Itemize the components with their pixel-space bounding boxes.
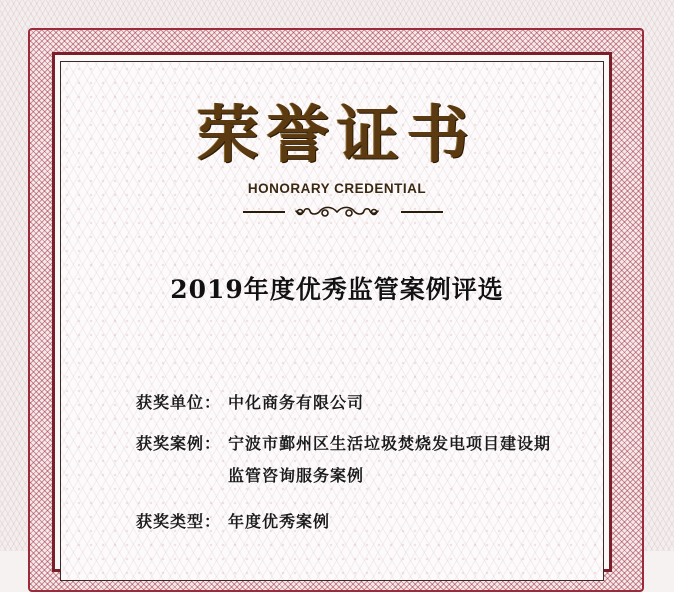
field-award-unit bbox=[136, 390, 364, 413]
field-label: 获奖单位： bbox=[136, 393, 222, 412]
field-label: 获奖案例： bbox=[136, 434, 222, 453]
divider-rule-left bbox=[243, 211, 285, 213]
field-value: 中化商务有限公司 bbox=[228, 393, 365, 412]
field-value-continued: 监管咨询服务案例 bbox=[228, 466, 365, 485]
certificate-title: 荣誉证书 bbox=[196, 98, 477, 171]
field-award-case-continued bbox=[228, 463, 364, 486]
title-divider bbox=[0, 204, 674, 220]
field-award-type bbox=[136, 509, 330, 532]
certificate-subtitle-en: HONORARY CREDENTIAL bbox=[247, 181, 427, 196]
field-award-case bbox=[136, 431, 551, 454]
scroll-flourish-icon bbox=[292, 204, 382, 220]
field-label: 获奖类型： bbox=[136, 512, 222, 531]
field-value: 宁波市鄞州区生活垃圾焚烧发电项目建设期 bbox=[228, 434, 552, 453]
divider-rule-right bbox=[401, 211, 443, 213]
event-title: 2019年度优秀监管案例评选 bbox=[170, 275, 504, 304]
field-value: 年度优秀案例 bbox=[228, 512, 331, 531]
